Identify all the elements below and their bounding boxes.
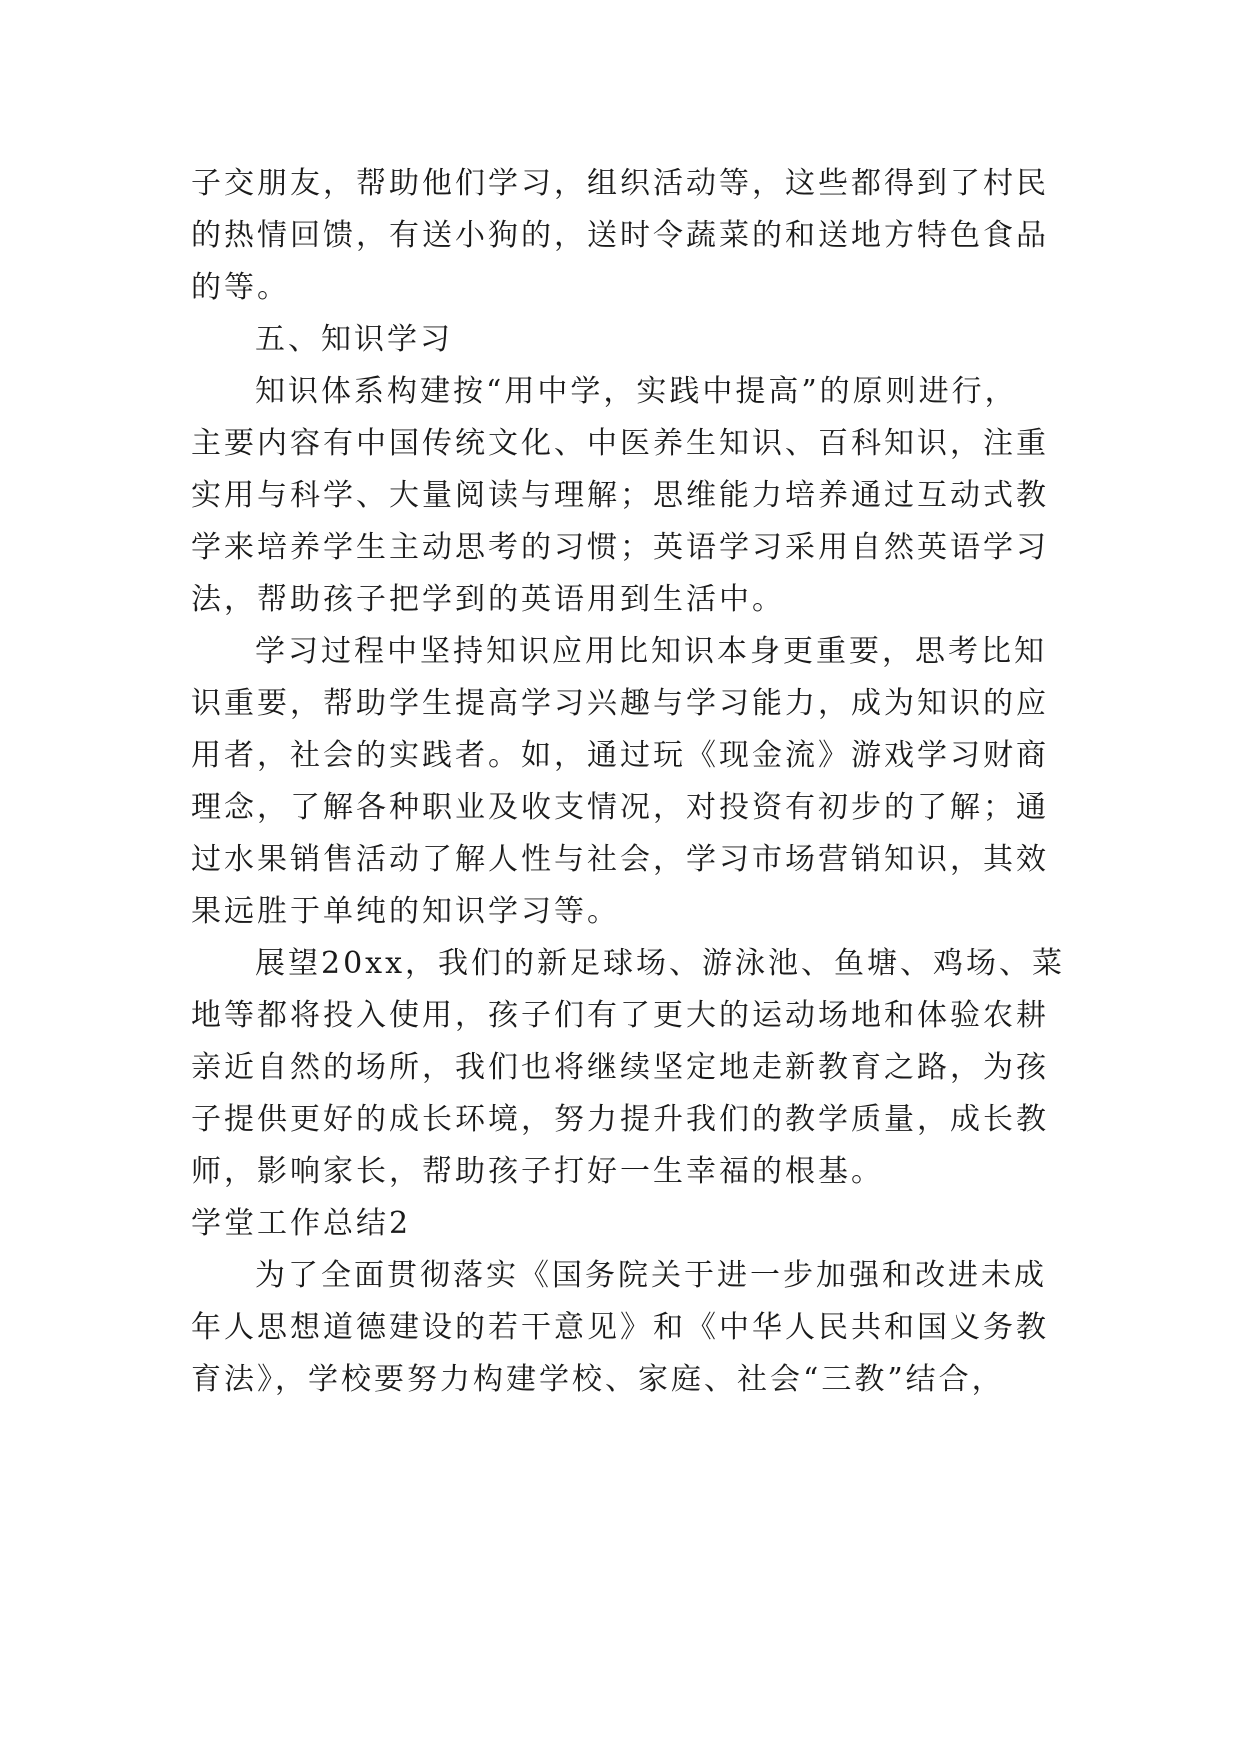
text-line: 过水果销售活动了解人性与社会，学习市场营销知识，其效 (191, 842, 1049, 877)
outlook-paragraph (191, 938, 1066, 1198)
text-line: 亲近自然的场所，我们也将继续坚定地走新教育之路，为孩 (191, 1050, 1049, 1085)
text-line: 的热情回馈，有送小狗的，送时令蔬菜的和送地方特色食品 (191, 218, 1049, 253)
document-body (191, 158, 1066, 1406)
text-line: 学来培养学生主动思考的习惯；英语学习采用自然英语学习 (191, 530, 1049, 565)
section-heading: 五、知识学习 (255, 322, 453, 357)
text-line: 实用与科学、大量阅读与理解；思维能力培养通过互动式教 (191, 478, 1049, 513)
text-line: 地等都将投入使用，孩子们有了更大的运动场地和体验农耕 (191, 998, 1049, 1033)
text-line: 用者，社会的实践者。如，通过玩《现金流》游戏学习财商 (191, 738, 1049, 773)
learning-process-paragraph (191, 626, 1059, 938)
text-line: 学习过程中坚持知识应用比知识本身更重要，思考比知 (255, 634, 1047, 669)
text-line: 主要内容有中国传统文化、中医养生知识、百科知识，注重 (191, 426, 1049, 461)
knowledge-paragraph (191, 366, 1059, 626)
text-line: 年人思想道德建设的若干意见》和《中华人民共和国义务教 (191, 1310, 1049, 1345)
text-line: 展望20xx，我们的新足球场、游泳池、鱼塘、鸡场、菜 (255, 946, 1066, 981)
text-line: 子交朋友，帮助他们学习，组织活动等，这些都得到了村民 (191, 166, 1049, 201)
text-line: 法，帮助孩子把学到的英语用到生活中。 (191, 582, 785, 617)
text-line: 知识体系构建按“用中学，实践中提高”的原则进行， (255, 374, 1018, 409)
summary2-paragraph (191, 1250, 1059, 1406)
text-line: 子提供更好的成长环境，努力提升我们的教学质量，成长教 (191, 1102, 1049, 1137)
text-line: 为了全面贯彻落实《国务院关于进一步加强和改进未成 (255, 1258, 1047, 1293)
text-line: 理念，了解各种职业及收支情况，对投资有初步的了解；通 (191, 790, 1049, 825)
intro-paragraph (191, 158, 1059, 314)
text-line: 育法》，学校要努力构建学校、家庭、社会“三教”结合， (191, 1362, 1005, 1397)
text-line: 果远胜于单纯的知识学习等。 (191, 894, 620, 929)
text-line: 的等。 (191, 270, 290, 305)
document-title-2: 学堂工作总结2 (191, 1206, 412, 1241)
text-line: 师，影响家长，帮助孩子打好一生幸福的根基。 (191, 1154, 884, 1189)
text-line: 识重要，帮助学生提高学习兴趣与学习能力，成为知识的应 (191, 686, 1049, 721)
